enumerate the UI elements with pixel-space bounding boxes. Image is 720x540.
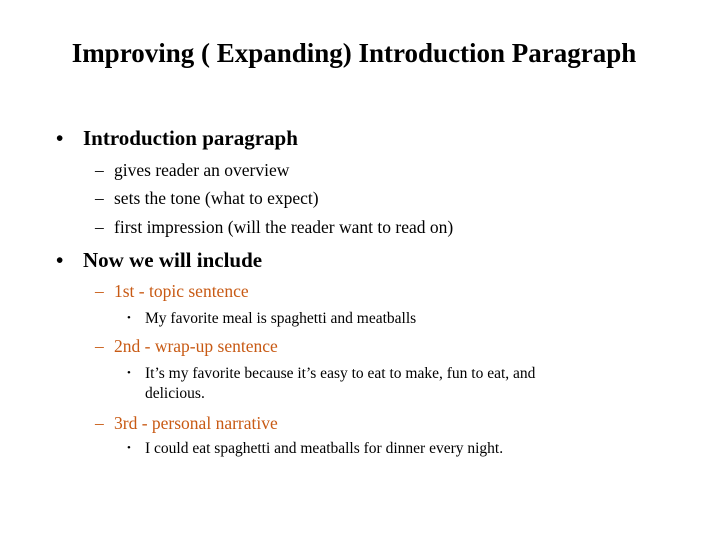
sub-item-overview: [95, 160, 289, 181]
sub-item-topic-sentence: [95, 281, 249, 302]
sub-item-label: gives reader an overview: [114, 160, 290, 180]
dash-icon: –: [95, 188, 104, 208]
bullet-icon: •: [56, 248, 64, 272]
slide-title: Improving ( Expanding) Introduction Paragraph: [71, 38, 637, 68]
dash-icon: –: [95, 217, 104, 237]
sub-item-wrap-up-sentence: [95, 336, 278, 357]
bullet-introduction-paragraph: [56, 126, 298, 151]
detail-item-wrap-up-example: [127, 365, 535, 383]
bullet-icon: •: [127, 367, 131, 379]
bullet-now-we-will-include: [56, 248, 262, 273]
detail-text-continuation: delicious.: [145, 385, 205, 402]
sub-item-label: 1st - topic sentence: [114, 281, 249, 301]
sub-item-first-impression: [95, 217, 453, 238]
sub-item-tone: [95, 188, 319, 209]
bullet-icon: •: [127, 442, 131, 454]
sub-item-personal-narrative: [95, 413, 278, 434]
detail-text: I could eat spaghetti and meatballs for dinner every night.: [145, 440, 504, 457]
detail-text: My favorite meal is spaghetti and meatballs: [145, 310, 417, 327]
sub-item-label: 3rd - personal narrative: [114, 413, 278, 433]
sub-item-label: sets the tone (what to expect): [114, 188, 319, 208]
detail-item-topic-example: [127, 310, 416, 328]
bullet-icon: •: [56, 126, 64, 150]
bullet-label: Introduction paragraph: [83, 126, 298, 150]
bullet-label: Now we will include: [83, 248, 263, 272]
sub-item-label: first impression (will the reader want to read on): [114, 217, 454, 237]
bullet-icon: •: [127, 312, 131, 324]
detail-item-narrative-example: [127, 440, 503, 458]
dash-icon: –: [95, 281, 104, 301]
dash-icon: –: [95, 160, 104, 180]
sub-item-label: 2nd - wrap-up sentence: [114, 336, 278, 356]
dash-icon: –: [95, 336, 104, 356]
detail-text: It’s my favorite because it’s easy to eat to make, fun to eat, and: [145, 365, 536, 382]
dash-icon: –: [95, 413, 104, 433]
